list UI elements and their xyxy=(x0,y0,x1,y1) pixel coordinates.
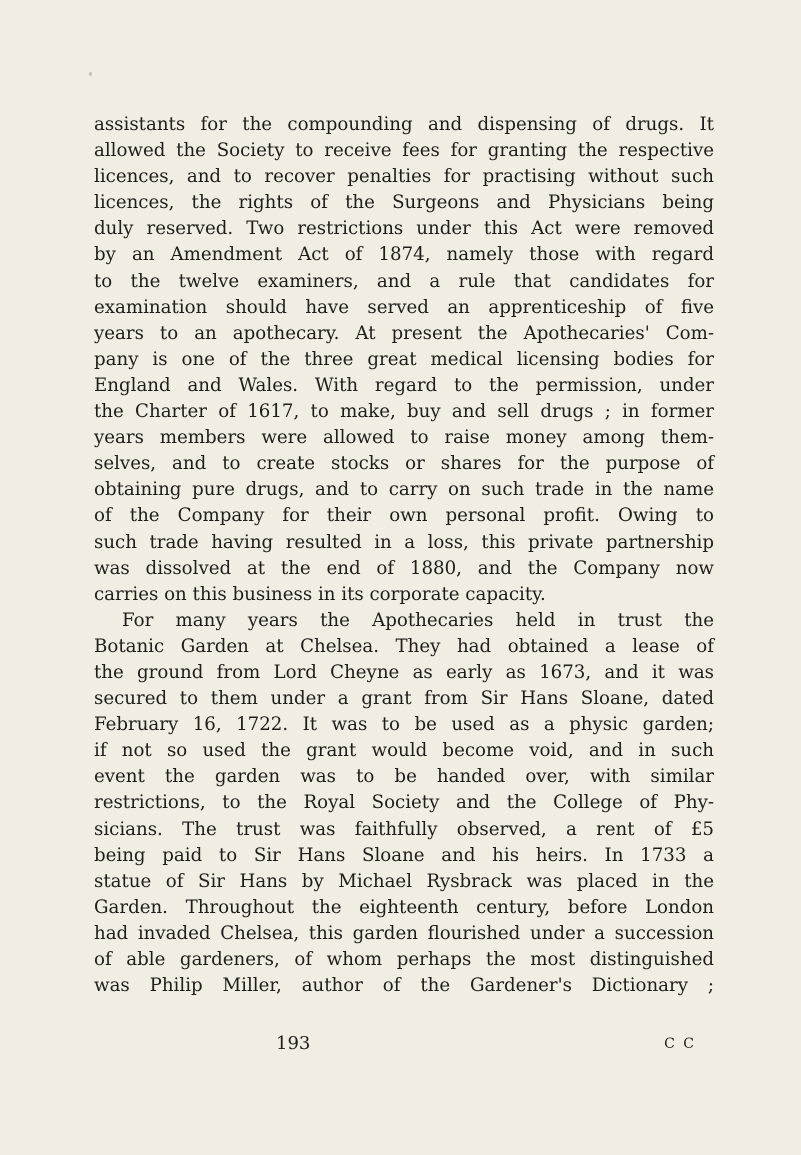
text-line: licences, and to recover penalties for practising without such xyxy=(94,166,714,188)
text-line: examination should have served an apprenticeship of five xyxy=(94,296,714,318)
text-line: statue of Sir Hans by Michael Rysbrack was placed in the xyxy=(94,870,714,892)
paper-speck xyxy=(89,72,92,76)
text-line: sicians. The trust was faithfully observed, a rent of £5 xyxy=(94,818,714,840)
text-line: allowed the Society to receive fees for granting the respective xyxy=(94,140,714,162)
text-line: being paid to Sir Hans Sloane and his heirs. In 1733 a xyxy=(94,844,714,866)
text-line: secured to them under a grant from Sir Hans Sloane, dated xyxy=(94,688,714,710)
text-line: had invaded Chelsea, this garden flourished under a succession xyxy=(94,922,714,944)
text-line: was dissolved at the end of 1880, and the Company now xyxy=(94,557,714,579)
text-line: duly reserved. Two restrictions under this Act were removed xyxy=(94,218,714,240)
text-line: assistants for the compounding and dispensing of drugs. It xyxy=(94,114,714,135)
text-line: of able gardeners, of whom perhaps the most distinguished xyxy=(94,949,714,970)
signature-mark: C C xyxy=(664,1036,696,1052)
text-line: Botanic Garden at Chelsea. They had obtained a lease of xyxy=(94,635,714,657)
text-line: the Charter of 1617, to make, buy and sell drugs ; in former xyxy=(94,401,714,423)
text-line: February 16, 1722. It was to be used as a physic garden; xyxy=(94,714,714,736)
text-line: the ground from Lord Cheyne as early as 1673, and it was xyxy=(94,661,714,683)
paragraph-start-line: For many years the Apothecaries held in trust the xyxy=(122,609,714,631)
text-line: if not so used the grant would become void, and in such xyxy=(94,740,714,762)
text-line: by an Amendment Act of 1874, namely those with regard xyxy=(94,244,714,266)
text-line: England and Wales. With regard to the permission, under xyxy=(94,374,714,396)
text-line: restrictions, to the Royal Society and the College of Phy- xyxy=(94,792,714,814)
body-text xyxy=(94,112,714,999)
text-line: of the Company for their own personal profit. Owing to xyxy=(94,505,714,527)
text-line: years members were allowed to raise money among them- xyxy=(94,427,714,449)
paragraph-end-line: carries on this business in its corporate capacity. xyxy=(94,583,546,605)
text-line: obtaining pure drugs, and to carry on such trade in the name xyxy=(94,479,714,501)
text-line: pany is one of the three great medical licensing bodies for xyxy=(94,348,714,370)
text-line: licences, the rights of the Surgeons and Physicians being xyxy=(94,192,714,214)
page-number: 193 xyxy=(276,1033,311,1054)
text-line: Garden. Throughout the eighteenth century, before London xyxy=(94,896,714,918)
text-line: to the twelve examiners, and a rule that candidates for xyxy=(94,270,714,292)
text-line: years to an apothecary. At present the Apothecaries' Com- xyxy=(94,322,714,344)
text-line: event the garden was to be handed over, with similar xyxy=(94,766,714,788)
text-line: selves, and to create stocks or shares for the purpose of xyxy=(94,453,714,475)
page-footer xyxy=(94,1031,714,1057)
text-line: was Philip Miller, author of the Gardener's Dictionary ; xyxy=(94,975,714,997)
text-line: such trade having resulted in a loss, this private partnership xyxy=(94,531,714,553)
